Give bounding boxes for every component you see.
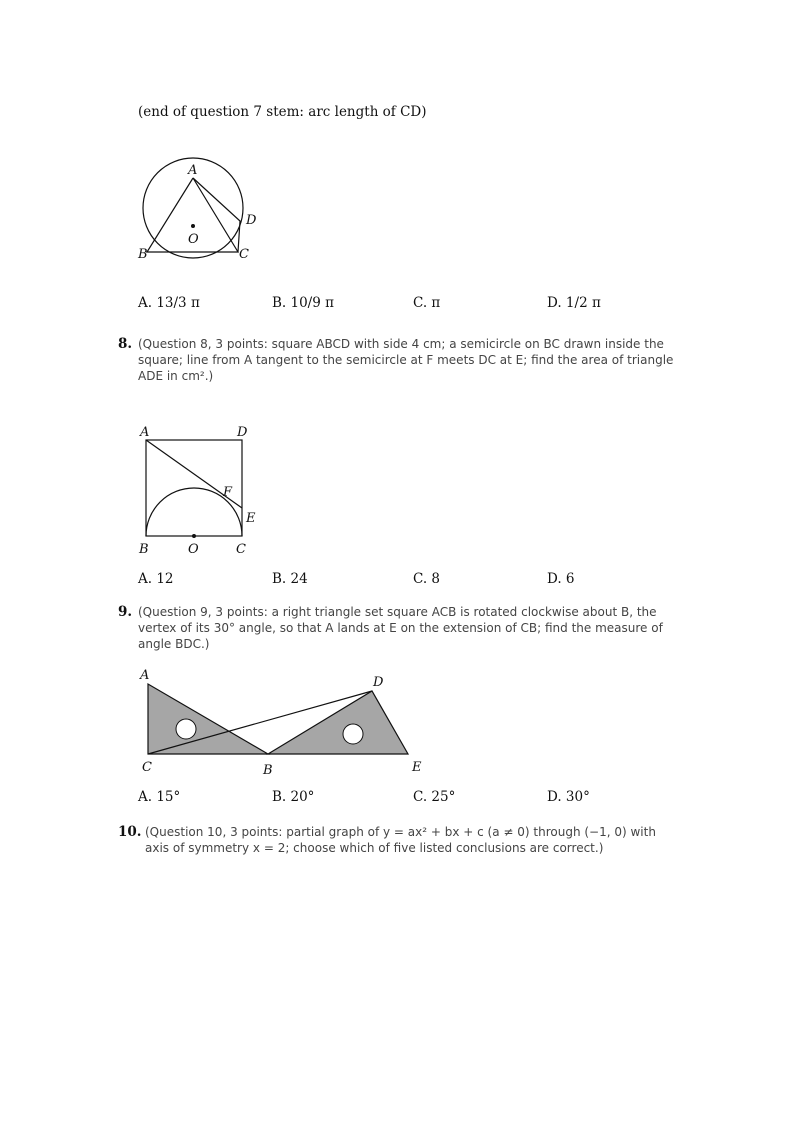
q10-summary: (Question 10, 3 points: partial graph of y = ax² + bx + c (a ≠ 0) through (−1, 0) with axis of symmetry x = 2; choose which of five listed conclusions are correct.) xyxy=(145,825,656,855)
q9-triangle-acb xyxy=(148,684,268,754)
q10-number: 10. xyxy=(118,824,142,840)
q9-label-b: B xyxy=(263,763,273,778)
q9-figure xyxy=(135,665,435,780)
q8-summary: (Question 8, 3 points: square ABCD with side 4 cm; a semicircle on BC drawn inside the square; line from A tangent to the semicircle at F meets DC at E; find the area of triangle ADE in cm².) xyxy=(138,337,674,383)
q8-label-c: C xyxy=(236,542,246,557)
q8-number: 8. xyxy=(118,336,133,352)
q7-figure xyxy=(130,160,270,270)
q7-label-o: O xyxy=(188,232,199,247)
q9-options xyxy=(138,789,698,805)
q8-figure xyxy=(135,420,265,560)
q8-option-b[interactable]: B. 24 xyxy=(272,571,308,587)
q8-label-e: E xyxy=(246,511,256,526)
q7-option-a[interactable]: A. 13/3 π xyxy=(138,295,200,311)
q7-option-c[interactable]: C. π xyxy=(413,295,441,311)
q7-label-b: B xyxy=(138,247,148,262)
q8-label-f: F xyxy=(223,485,233,500)
q7-label-c: C xyxy=(239,247,249,262)
q7-options xyxy=(138,295,698,311)
q9-number: 9. xyxy=(118,604,133,620)
q9-label-e: E xyxy=(412,760,422,775)
q9-label-c: C xyxy=(142,760,152,775)
q7-option-d[interactable]: D. 1/2 π xyxy=(547,295,601,311)
q9-label-a: A xyxy=(140,668,150,683)
q9-label-d: D xyxy=(373,675,384,690)
q7-option-b[interactable]: B. 10/9 π xyxy=(272,295,334,311)
q8-options xyxy=(138,571,698,587)
q9-option-d[interactable]: D. 30° xyxy=(547,789,590,805)
q8-option-c[interactable]: C. 8 xyxy=(413,571,441,587)
q9-hole-right xyxy=(343,724,363,744)
q8-label-o: O xyxy=(188,542,199,557)
q7-label-d: D xyxy=(246,213,257,228)
q8-label-a: A xyxy=(140,425,150,440)
q8-option-a[interactable]: A. 12 xyxy=(138,571,174,587)
q8-label-d: D xyxy=(237,425,248,440)
q9-hole-left xyxy=(176,719,196,739)
q8-label-b: B xyxy=(139,542,149,557)
q7-label-a: A xyxy=(188,163,198,178)
q9-option-b[interactable]: B. 20° xyxy=(272,789,315,805)
q9-option-a[interactable]: A. 15° xyxy=(138,789,181,805)
q9-option-c[interactable]: C. 25° xyxy=(413,789,456,805)
q7-stem-tail: (end of question 7 stem: arc length of CD) xyxy=(138,104,427,120)
q7-center-point xyxy=(191,224,195,228)
q9-summary: (Question 9, 3 points: a right triangle set square ACB is rotated clockwise about B, the vertex of its 30° angle, so that A lands at E on the extension of CB; find the measure of angle BDC.) xyxy=(138,605,663,651)
q8-option-d[interactable]: D. 6 xyxy=(547,571,575,587)
q8-center-point xyxy=(192,534,196,538)
